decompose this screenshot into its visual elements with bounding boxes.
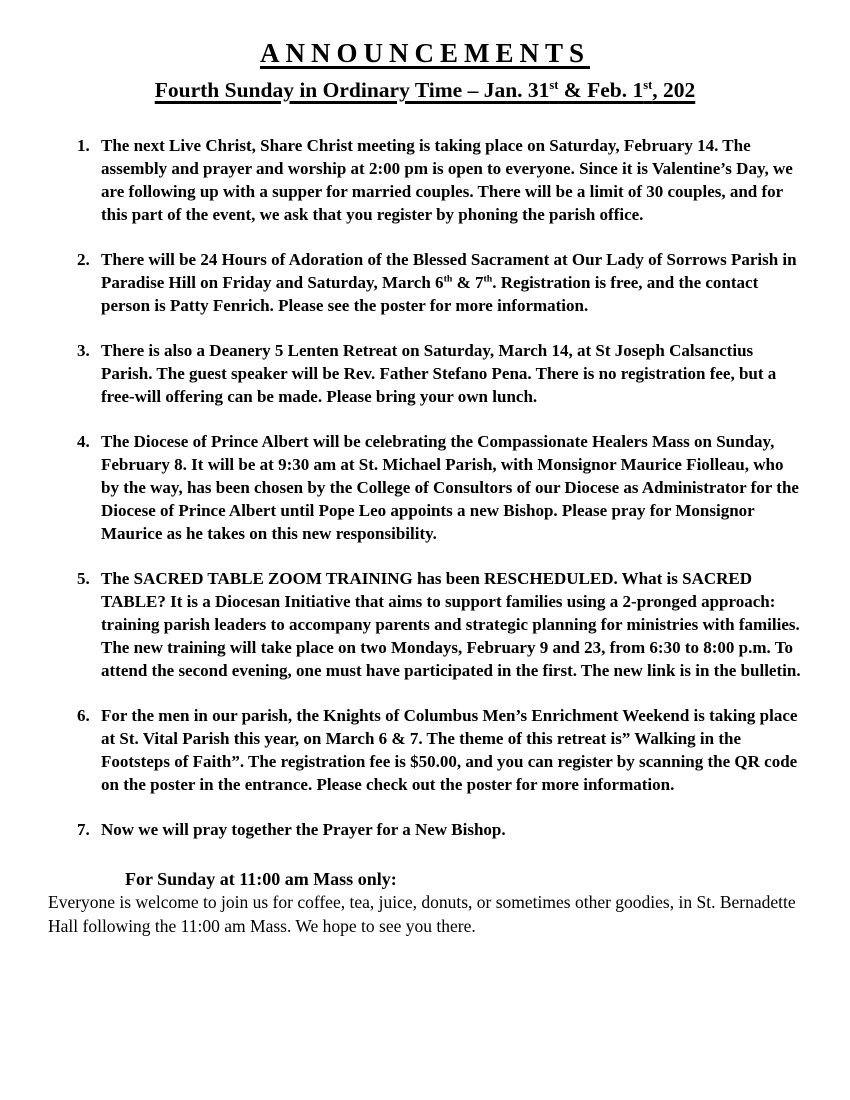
item-number: 4.	[77, 432, 90, 451]
item-text: There is also a Deanery 5 Lenten Retreat on Saturday, March 14, at St Joseph Calsanctius Parish. The guest speaker will be Rev. Father Stefano Pena. There is no registration fee, but a free-will offering can be made. Please bring your own lunch.	[101, 341, 777, 406]
item-text: Now we will pray together the Prayer for a New Bishop.	[101, 820, 506, 839]
item-number: 3.	[77, 341, 90, 360]
mass-note-heading: For Sunday at 11:00 am Mass only:	[125, 869, 397, 889]
item-number: 1.	[77, 136, 90, 155]
announcement-item	[77, 818, 802, 841]
document-title: ANNOUNCEMENTS	[259, 38, 591, 68]
announcement-item	[77, 248, 802, 317]
item-number: 5.	[77, 569, 90, 588]
announcements-list	[77, 134, 802, 841]
item-number: 7.	[77, 820, 90, 839]
announcement-item	[77, 134, 802, 226]
item-text: The SACRED TABLE ZOOM TRAINING has been RESCHEDULED. What is SACRED TABLE? It is a Diocesan Initiative that aims to support families using a 2-pronged approach: training parish leaders to accompany parents and strategic planning for ministries with families. The new training will take place on two Mondays, February 9 and 23, from 6:30 to 8:00 p.m. To attend the second evening, one must have participated in the first. The new link is in the bulletin.	[101, 569, 801, 680]
item-number: 6.	[77, 706, 90, 725]
announcement-item	[77, 567, 802, 682]
announcement-item	[77, 704, 802, 796]
item-text: For the men in our parish, the Knights of Columbus Men’s Enrichment Weekend is taking place at St. Vital Parish this year, on March 6 & 7. The theme of this retreat is” Walking in the Footsteps of Faith”. The registration fee is $50.00, and you can register by scanning the QR code on the poster in the entrance. Please check out the poster for more information.	[101, 706, 798, 794]
document-subtitle: Fourth Sunday in Ordinary Time – Jan. 31st & Feb. 1st, 202	[154, 77, 696, 102]
item-text: The Diocese of Prince Albert will be celebrating the Compassionate Healers Mass on Sunday, February 8. It will be at 9:30 am at St. Michael Parish, with Monsignor Maurice Fiolleau, who by the way, has been chosen by the College of Consultors of our Diocese as Administrator for the Diocese of Prince Albert until Pope Leo appoints a new Bishop. Please pray for Monsignor Maurice as he takes on this new responsibility.	[101, 432, 799, 543]
item-number: 2.	[77, 250, 90, 269]
announcement-item	[77, 430, 802, 545]
announcement-item	[77, 339, 802, 408]
item-text: There will be 24 Hours of Adoration of the Blessed Sacrament at Our Lady of Sorrows Parish in Paradise Hill on Friday and Saturday, March 6th & 7th. Registration is free, and the contact person is Patty Fenrich. Please see the poster for more information.	[101, 250, 797, 315]
mass-note-body: Everyone is welcome to join us for coffee, tea, juice, donuts, or sometimes other goodies, in St. Bernadette Hall following the 11:00 am Mass. We hope to see you there.	[48, 892, 796, 936]
item-text: The next Live Christ, Share Christ meeting is taking place on Saturday, February 14. The assembly and prayer and worship at 2:00 pm is open to everyone. Since it is Valentine’s Day, we are following up with a supper for married couples. There will be a limit of 30 couples, and for this part of the event, we ask that you register by phoning the parish office.	[101, 136, 793, 224]
